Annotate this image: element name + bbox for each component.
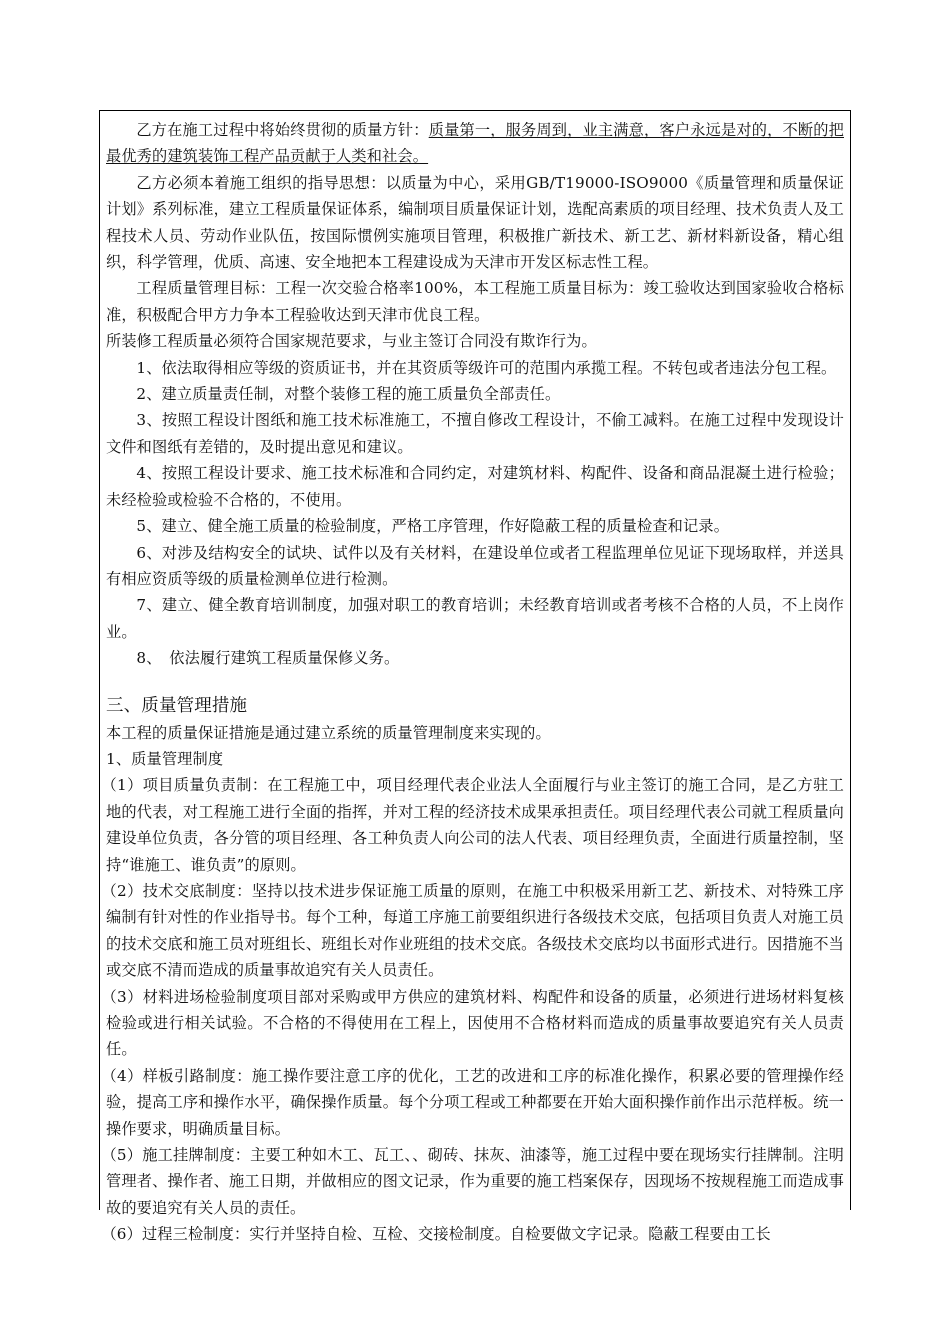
- measure-item: （4）样板引路制度：施工操作要注意工序的优化，工艺的改进和工序的标准化操作，积累必要的管理操作经验，提高工序和操作水平，确保操作质量。每个分项工程或工种都要在开始大面积操作前作出示范样板。统一操作要求，明确质量目标。: [101, 1066, 844, 1138]
- section-spacer: [106, 672, 844, 692]
- measure-item: （2）技术交底制度：坚持以技术进步保证施工质量的原则，在施工中积极采用新工艺、新技术、对特殊工序编制有针对性的作业指导书。每个工种，每道工序施工前要组织进行各级技术交底，包括项目负责人对施工员的技术交底和施工员对班组长、班组长对作业班组的技术交底。各级技术交底均以书面形式进行。因措施不当或交底不清而造成的质量事故追究有关人员责任。: [101, 881, 844, 980]
- rule-item: 4、按照工程设计要求、施工技术标准和合同约定，对建筑材料、构配件、设备和商品混凝土进行检验；未经检验或检验不合格的，不使用。: [106, 464, 844, 509]
- rule-item: 3、按照工程设计图纸和施工技术标准施工，不擅自修改工程设计，不偷工减料。在施工过程中发现设计文件和图纸有差错的，及时提出意见和建议。: [106, 411, 844, 456]
- quality-policy-paragraph: [106, 117, 844, 170]
- rule-item: 5、建立、健全施工质量的检验制度，严格工序管理，作好隐蔽工程的质量检查和记录。: [136, 517, 730, 536]
- section-intro-paragraph: 本工程的质量保证措施是通过建立系统的质量管理制度来实现的。: [106, 723, 551, 742]
- subsection-heading: 1、质量管理制度: [106, 749, 224, 768]
- rule-item: 7、建立、健全教育培训制度，加强对职工的教育培训；未经教育培训或者考核不合格的人员，不上岗作业。: [106, 596, 844, 641]
- document-table-cell: [99, 110, 851, 1244]
- rule-item: 2、建立质量责任制，对整个装修工程的施工质量负全部责任。: [136, 385, 561, 404]
- measure-item: （6）过程三检制度：实行并坚持自检、互检、交接检制度。自检要做文字记录。隐蔽工程要由工长: [101, 1225, 771, 1244]
- document-body: [101, 117, 844, 1248]
- rule-item: 8、 依法履行建筑工程质量保修义务。: [136, 649, 400, 668]
- measure-item: （3）材料进场检验制度项目部对采购或甲方供应的建筑材料、构配件和设备的质量，必须进行进场材料复核检验或进行相关试验。不合格的不得使用在工程上，因使用不合格材料而造成的质量事故要追究有关人员责任。: [101, 987, 844, 1059]
- measure-item: （5）施工挂牌制度：主要工种如木工、瓦工、、砌砖、抹灰、油漆等，施工过程中要在现场实行挂牌制。注明管理者、操作者、施工日期，并做相应的图文记录，作为重要的施工档案保存，因现场不按规程施工而造成事故的要追究有关人员的责任。: [101, 1146, 844, 1217]
- guiding-principle-paragraph: 乙方必须本着施工组织的指导思想：以质量为中心，采用GB/T19000-ISO9000《质量管理和质量保证计划》系列标准，建立工程质量保证体系，编制项目质量保证计划，选配高素质的项目经理、技术负责人及工程技术人员、劳动作业队伍，按国际惯例实施项目管理，积极推广新技术、新工艺、新材料新设备，精心组织，科学管理，优质、高速、安全地把本工程建设成为天津市开发区标志性工程。: [106, 173, 844, 272]
- quality-requirement-paragraph: 所装修工程质量必须符合国家规范要求，与业主签订合同没有欺诈行为。: [106, 332, 597, 351]
- rule-item: 6、对涉及结构安全的试块、试件以及有关材料，在建设单位或者工程监理单位见证下现场取样，并送具有相应资质等级的质量检测单位进行检测。: [106, 543, 844, 588]
- quality-target-paragraph: 工程质量管理目标：工程一次交验合格率100%，本工程施工质量目标为：竣工验收达到国家验收合格标准，积极配合甲方力争本工程验收达到天津市优良工程。: [106, 279, 844, 324]
- measure-item: （1）项目质量负责制：在工程施工中，项目经理代表企业法人全面履行与业主签订的施工合同，是乙方驻工地的代表，对工程施工进行全面的指挥，并对工程的经济技术成果承担责任。项目经理代表公司就工程质量向建设单位负责，各分管的项目经理、各工种负责人向公司的法人代表、项目经理负责，全面进行质量控制，坚持“谁施工、谁负责”的原则。: [101, 776, 844, 874]
- section-heading: 三、质量管理措施: [106, 695, 248, 716]
- rule-item: 1、依法取得相应等级的资质证书，并在其资质等级许可的范围内承揽工程。不转包或者违法分包工程。: [136, 358, 837, 377]
- quality-policy-statement: 质量第一，服务周到，业主满意，客户永远是对的，不断的把最优秀的建筑装饰工程产品贡献于人类和社会。: [106, 121, 844, 166]
- quality-policy-lead: 乙方在施工过程中将始终贯彻的质量方针：: [136, 121, 429, 139]
